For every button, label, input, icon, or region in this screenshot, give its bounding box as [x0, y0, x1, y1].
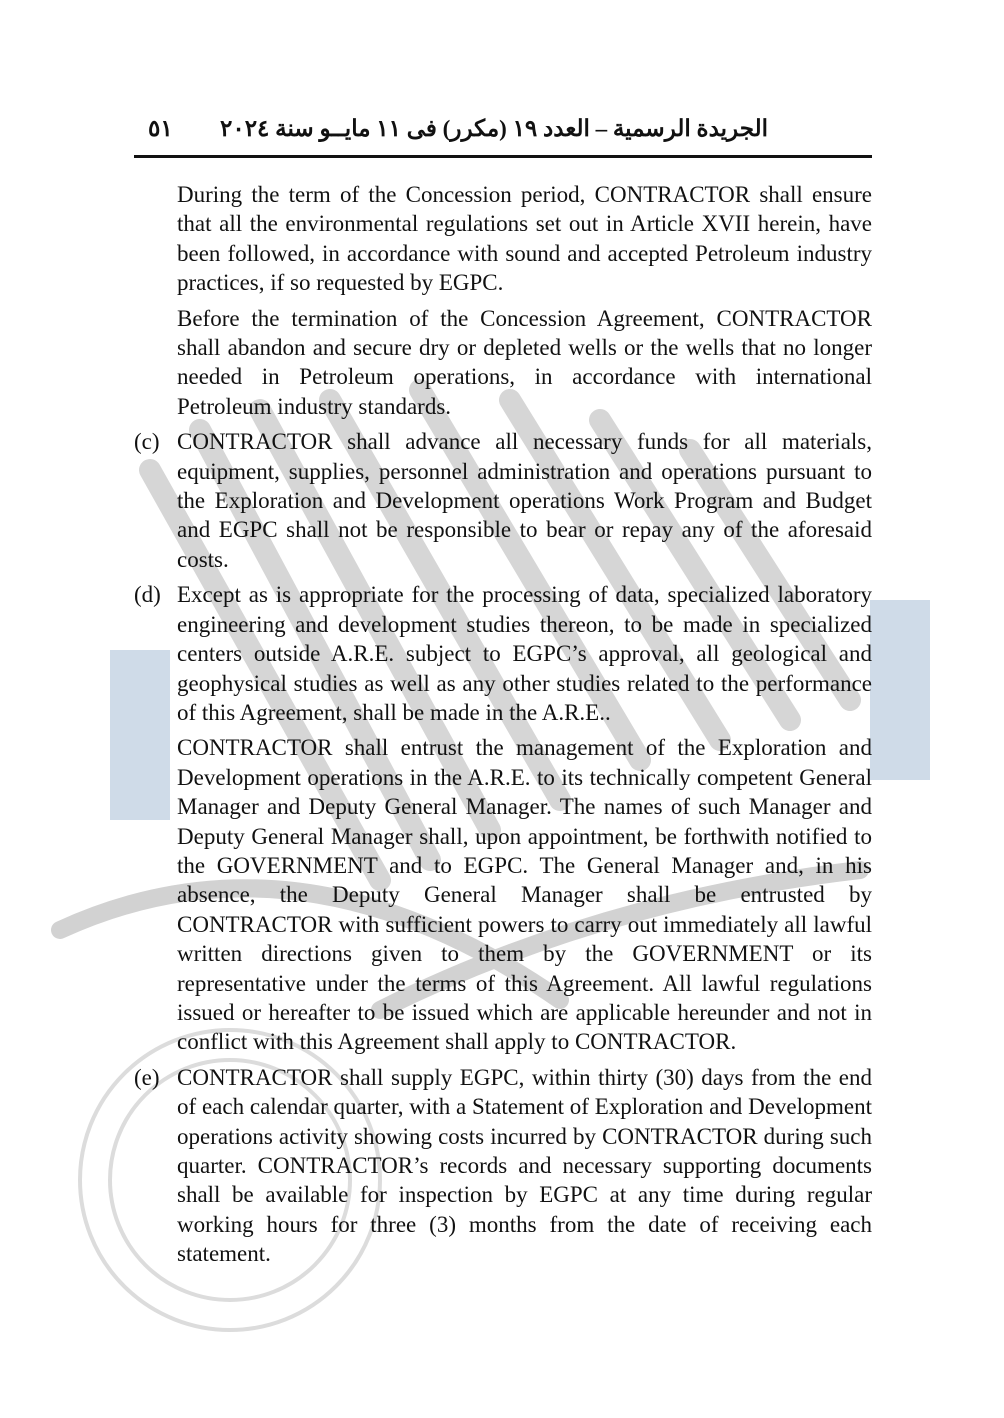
clause-e	[134, 1063, 872, 1269]
clause-d-label: (d)	[134, 582, 161, 608]
gazette-title: الجريدة الرسمية – العدد ١٩ (مكرر) فى ١١ مايــو سنة ٢٠٢٤	[219, 116, 768, 141]
clause-e-label: (e)	[134, 1064, 160, 1090]
clause-c-text: CONTRACTOR shall advance all necessary funds for all materials, equipment, supplies, personnel administration and operations pursuant to the Exploration and Development operations Work Program and Budget and EGPC shall not be responsible to bear or repay any of the aforesaid costs.	[177, 429, 872, 572]
header-rule	[134, 155, 872, 158]
clause-c-label: (c)	[134, 429, 160, 455]
page-header	[134, 112, 872, 148]
clause-d-text: Except as is appropriate for the processing of data, specialized laboratory engineering and development studies thereon, to be made in specialized centers outside A.R.E. subject to EGPC’s approval, all geological and geophysical studies as well as any other studies related to the performance of this Agreement, shall be made in the A.R.E..	[177, 582, 872, 725]
clause-e-text: CONTRACTOR shall supply EGPC, within thirty (30) days from the end of each calendar quarter, with a Statement of Exploration and Development operations activity showing costs incurred by CONTRACTOR during such quarter. CONTRACTOR’s records and necessary supporting documents shall be available for inspection by EGPC at any time during regular working hours for three (3) months from the date of receiving each statement.	[177, 1064, 872, 1267]
paragraph-environmental: During the term of the Concession period, CONTRACTOR shall ensure that all the environmental regulations set out in Article XVII herein, have been followed, in accordance with sound and accepted Petroleum industry practices, if so requested by EGPC.	[177, 182, 872, 296]
document-body	[134, 180, 872, 1275]
paragraph-abandon-wells: Before the termination of the Concession Agreement, CONTRACTOR shall abandon and secure dry or depleted wells or the wells that no longer needed in Petroleum operations, in accordance with international Petroleum industry standards.	[177, 305, 872, 419]
page-number: ٥١	[148, 116, 173, 141]
clause-d	[134, 580, 872, 727]
clause-c	[134, 427, 872, 574]
clause-d-continuation: CONTRACTOR shall entrust the management of the Exploration and Development operations in the A.R.E. to its technically competent General Manager and Deputy General Manager. The names of such Manager and Deputy General Manager shall, upon appointment, be forthwith notified to the GOVERNMENT and to EGPC. The General Manager and, in his absence, the Deputy General Manager shall be entrusted by CONTRACTOR with sufficient powers to carry out immediately all lawful written directions given to them by the GOVERNMENT or its representative under the terms of this Agreement. All lawful regulations issued or hereafter to be issued which are applicable hereunder and not in conflict with this Agreement shall apply to CONTRACTOR.	[177, 735, 872, 1055]
